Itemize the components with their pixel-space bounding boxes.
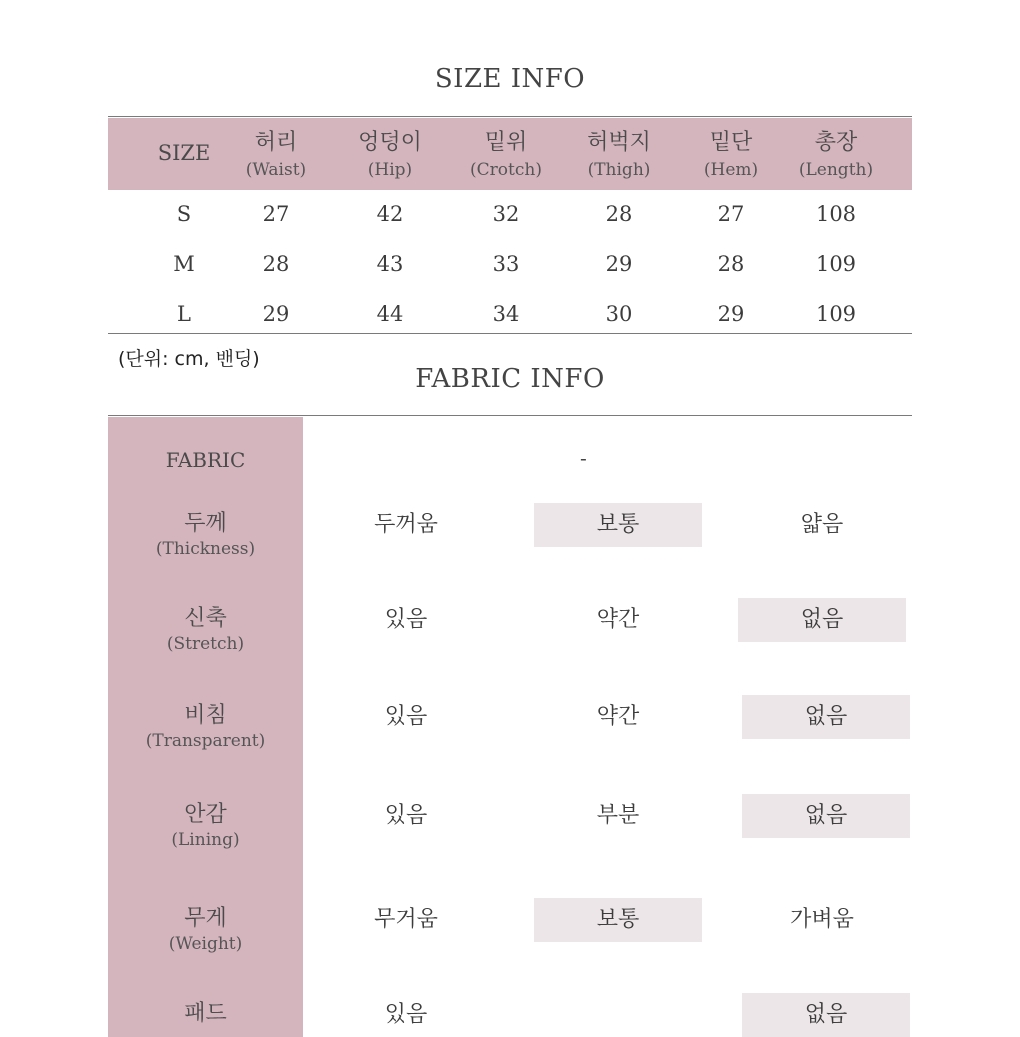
fabric-option: 약간 <box>596 704 640 729</box>
header-label: 밑위 <box>484 130 528 155</box>
attribute-name-en: (Weight) <box>168 934 243 954</box>
fabric-option-selected: 보통 <box>534 898 702 942</box>
fabric-attribute-label <box>108 605 303 655</box>
size-cell: 29 <box>605 252 633 276</box>
fabric-option: 있음 <box>384 1002 428 1027</box>
size-header-length <box>776 118 896 190</box>
fabric-option: 얇음 <box>800 512 844 537</box>
header-sublabel: (Waist) <box>245 160 307 180</box>
attribute-name: 두께 <box>184 511 227 536</box>
fabric-option: 있음 <box>384 607 428 632</box>
fabric-option-selected: 없음 <box>742 794 910 838</box>
size-cell: 29 <box>717 302 745 326</box>
fabric-option: 부분 <box>596 803 640 828</box>
fabric-option-selected: 없음 <box>742 993 910 1037</box>
size-cell: 28 <box>262 252 290 276</box>
size-cell: 43 <box>376 252 404 276</box>
header-sublabel: (Hip) <box>367 160 413 180</box>
size-cell: 30 <box>605 302 633 326</box>
fabric-info-title: FABRIC INFO <box>415 364 605 394</box>
header-label: 밑단 <box>709 130 753 155</box>
attribute-name: 신축 <box>184 606 227 631</box>
size-row-label: L <box>177 302 191 326</box>
size-table-top-border <box>108 116 912 117</box>
fabric-option: 있음 <box>384 704 428 729</box>
size-cell: 29 <box>262 302 290 326</box>
attribute-name-en: (Transparent) <box>145 731 266 751</box>
fabric-attribute-label <box>108 1000 303 1028</box>
size-header-hem <box>671 118 791 190</box>
fabric-option: 가벼움 <box>790 907 854 932</box>
size-header-crotch <box>446 118 566 190</box>
fabric-option: 두꺼움 <box>374 512 438 537</box>
fabric-value: - <box>580 446 587 470</box>
size-cell: 109 <box>815 252 857 276</box>
attribute-name: 패드 <box>184 1001 227 1026</box>
fabric-option: 무거움 <box>374 907 438 932</box>
size-row-label: M <box>173 252 195 276</box>
size-table-header <box>108 118 912 190</box>
fabric-option-selected: 없음 <box>742 695 910 739</box>
attribute-name: 안감 <box>184 802 227 827</box>
size-header-waist <box>216 118 336 190</box>
fabric-option-selected: 보통 <box>534 503 702 547</box>
fabric-attribute-label <box>108 801 303 851</box>
attribute-name-en: (Lining) <box>171 830 240 850</box>
header-sublabel: (Hem) <box>703 160 759 180</box>
size-cell: 27 <box>262 202 290 226</box>
fabric-table-top-border <box>108 415 912 416</box>
fabric-option-selected: 없음 <box>738 598 906 642</box>
attribute-name: 무게 <box>184 906 227 931</box>
fabric-option: 있음 <box>384 803 428 828</box>
size-cell: 34 <box>492 302 520 326</box>
header-label: 허리 <box>254 130 298 155</box>
size-cell: 32 <box>492 202 520 226</box>
size-cell: 28 <box>605 202 633 226</box>
fabric-option: 약간 <box>596 607 640 632</box>
size-cell: 42 <box>376 202 404 226</box>
header-sublabel: (Crotch) <box>470 160 542 180</box>
header-label: 총장 <box>814 130 858 155</box>
size-cell: 27 <box>717 202 745 226</box>
size-cell: 28 <box>717 252 745 276</box>
attribute-name: 비침 <box>184 703 227 728</box>
size-table-bottom-border <box>108 333 912 334</box>
size-cell: 108 <box>815 202 857 226</box>
size-header-thigh <box>559 118 679 190</box>
header-label: 허벅지 <box>587 130 651 155</box>
attribute-name-en: (Stretch) <box>166 634 245 654</box>
size-row-label: S <box>176 202 192 226</box>
fabric-attribute-label <box>108 905 303 955</box>
size-cell: 44 <box>376 302 404 326</box>
header-sublabel: (Length) <box>798 160 874 180</box>
size-header-hip <box>330 118 450 190</box>
size-info-title: SIZE INFO <box>434 64 586 94</box>
unit-note: (단위: cm, 밴딩) <box>118 348 260 370</box>
fabric-row-label <box>108 446 303 474</box>
size-cell: 109 <box>815 302 857 326</box>
size-cell: 33 <box>492 252 520 276</box>
header-label: SIZE <box>157 141 211 165</box>
fabric-attribute-label <box>108 510 303 560</box>
header-sublabel: (Thigh) <box>587 160 651 180</box>
fabric-label: FABRIC <box>165 448 246 472</box>
header-label: 엉덩이 <box>358 130 422 155</box>
fabric-attribute-label <box>108 702 303 752</box>
attribute-name-en: (Thickness) <box>155 539 256 559</box>
